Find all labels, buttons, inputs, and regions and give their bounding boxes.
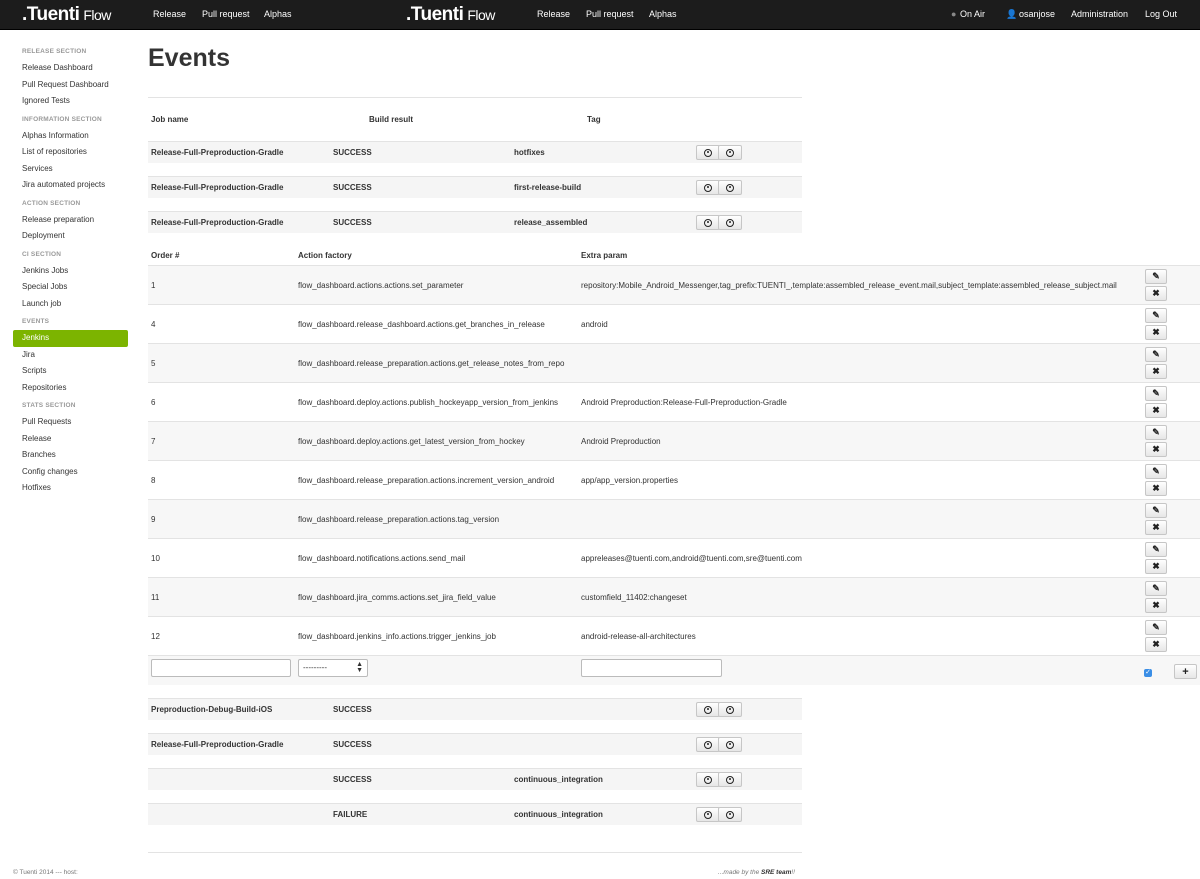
nav-pull-request[interactable]: Pull request <box>202 9 250 19</box>
delete-action-button[interactable] <box>1145 481 1167 496</box>
add-action-row <box>148 655 1200 685</box>
info-circle-icon <box>726 219 734 227</box>
delete-action-button[interactable] <box>1145 364 1167 379</box>
action-row <box>148 577 1200 616</box>
action-factory: flow_dashboard.deploy.actions.publish_hockeyapp_version_from_jenkins <box>298 398 559 407</box>
close-icon: ✖ <box>1152 522 1160 532</box>
job-name: Release-Full-Preproduction-Gradle <box>151 740 284 749</box>
action-extra-param: Android Preproduction <box>581 437 661 446</box>
action-row <box>148 499 1200 538</box>
sidebar-item-jira-automated-projects[interactable]: Jira automated projects <box>22 180 106 189</box>
sidebar-item-launch-job[interactable]: Launch job <box>22 298 62 308</box>
action-order: 10 <box>151 554 160 563</box>
edit-action-button[interactable] <box>1145 269 1167 284</box>
sidebar-item-branches[interactable]: Branches <box>22 450 56 459</box>
pencil-icon: ✎ <box>1152 544 1160 554</box>
info-circle-icon <box>704 184 712 192</box>
sre-team-link[interactable]: SRE team <box>761 869 792 876</box>
close-icon: ✖ <box>1152 483 1160 493</box>
sidebar-item-config-changes[interactable]: Config changes <box>22 466 78 476</box>
sidebar-item-jenkins-jobs[interactable]: Jenkins Jobs <box>22 265 69 275</box>
action-order: 5 <box>151 359 156 368</box>
action-extra-param: Android Preproduction:Release-Full-Preproduction-Gradle <box>581 398 787 407</box>
administration-link[interactable]: Administration <box>1071 9 1129 19</box>
action-factory: flow_dashboard.release_preparation.actions.increment_version_android <box>298 476 555 485</box>
sidebar-item-list-of-repositories[interactable]: List of repositories <box>22 147 87 156</box>
action-order: 8 <box>151 476 156 485</box>
delete-action-button[interactable] <box>1145 286 1167 301</box>
pencil-icon: ✎ <box>1152 427 1160 437</box>
edit-action-button[interactable] <box>1145 581 1167 596</box>
toggle-button[interactable] <box>718 145 742 160</box>
info-circle-icon <box>704 219 712 227</box>
info-button[interactable] <box>696 737 720 752</box>
info-button[interactable] <box>696 215 720 230</box>
info-circle-icon <box>704 811 712 819</box>
sidebar-item-jira[interactable]: Jira <box>22 349 35 359</box>
edit-action-button[interactable] <box>1145 620 1167 635</box>
sidebar-section-information: INFORMATION SECTION <box>22 115 102 123</box>
action-factory: flow_dashboard.release_preparation.actions.tag_version <box>298 515 500 524</box>
sidebar-item-special-jobs[interactable]: Special Jobs <box>22 282 68 291</box>
sidebar-item-pull-requests[interactable]: Pull Requests <box>22 417 72 426</box>
close-icon: ✖ <box>1152 639 1160 649</box>
job-name: Release-Full-Preproduction-Gradle <box>151 218 284 227</box>
pencil-icon: ✎ <box>1152 505 1160 515</box>
header-tag: Tag <box>587 115 601 124</box>
action-row <box>148 460 1200 499</box>
on-air-dot-icon: ● <box>951 9 957 19</box>
top-navbar <box>0 0 1200 30</box>
pencil-icon: ✎ <box>1152 271 1160 281</box>
edit-action-button[interactable] <box>1145 386 1167 401</box>
action-factory: flow_dashboard.jira_comms.actions.set_jira_field_value <box>298 593 496 602</box>
info-button[interactable] <box>696 772 720 787</box>
action-factory: flow_dashboard.deploy.actions.get_latest_version_from_hockey <box>298 437 525 446</box>
sidebar <box>13 44 128 497</box>
user-icon: 👤 <box>1006 9 1018 19</box>
toggle-button[interactable] <box>718 702 742 717</box>
title-divider <box>148 97 802 98</box>
pencil-icon: ✎ <box>1152 349 1160 359</box>
pencil-icon: ✎ <box>1152 583 1160 593</box>
action-extra-param: android <box>581 320 608 329</box>
toggle-button[interactable] <box>718 180 742 195</box>
pencil-icon: ✎ <box>1152 622 1160 632</box>
info-circle-icon <box>704 741 712 749</box>
edit-action-button[interactable] <box>1145 503 1167 518</box>
pencil-icon: ✎ <box>1152 310 1160 320</box>
close-icon: ✖ <box>1152 444 1160 454</box>
action-factory: flow_dashboard.notifications.actions.send_mail <box>298 554 466 563</box>
close-icon: ✖ <box>1152 288 1160 298</box>
action-extra-param: app/app_version.properties <box>581 476 678 485</box>
delete-action-button[interactable] <box>1145 442 1167 457</box>
table-row <box>148 733 802 755</box>
sidebar-section-stats: STATS SECTION <box>22 402 76 409</box>
edit-action-button[interactable] <box>1145 425 1167 440</box>
sidebar-item-jenkins[interactable]: Jenkins <box>13 330 128 347</box>
select-arrows-icon: ▲ ▼ <box>356 661 363 674</box>
info-button[interactable] <box>696 180 720 195</box>
action-extra-param: repository:Mobile_Android_Messenger,tag_prefix:TUENTI_,template:assembled_release_event.mail,subject_template:assembled_release_subject.mail <box>581 281 1117 290</box>
info-circle-icon <box>704 776 712 784</box>
sidebar-section-events: EVENTS <box>22 318 50 325</box>
brand-logo[interactable]: .Tuenti Flow <box>22 4 111 25</box>
sidebar-item-repositories[interactable]: Repositories <box>22 382 67 392</box>
user-menu[interactable]: osanjose <box>1019 9 1056 19</box>
tag: continuous_integration <box>514 810 603 819</box>
nav-alphas[interactable]: Alphas <box>264 9 292 19</box>
enabled-checkbox[interactable]: ✓ <box>1145 669 1151 676</box>
header-action-factory: Action factory <box>298 251 352 260</box>
build-result: SUCCESS <box>333 705 372 714</box>
build-result: SUCCESS <box>333 740 372 749</box>
action-order: 7 <box>151 437 156 446</box>
close-icon: ✖ <box>1152 561 1160 571</box>
job-name: Release-Full-Preproduction-Gradle <box>151 183 284 192</box>
action-order: 1 <box>151 281 156 290</box>
sidebar-item-release[interactable]: Release <box>22 433 52 443</box>
sidebar-item-hotfixes[interactable]: Hotfixes <box>22 483 51 492</box>
close-icon: ✖ <box>1152 405 1160 415</box>
action-factory: flow_dashboard.release_preparation.actions.get_release_notes_from_repo <box>298 359 565 368</box>
edit-action-button[interactable] <box>1145 308 1167 323</box>
info-circle-icon <box>726 149 734 157</box>
page-title: Events <box>148 44 230 72</box>
sidebar-item-alphas-information[interactable]: Alphas Information <box>22 130 89 140</box>
on-air-link[interactable]: On Air <box>960 9 986 19</box>
info-button[interactable] <box>696 145 720 160</box>
action-factory-select[interactable]: --------- ▲ ▼ <box>298 659 368 677</box>
pencil-icon: ✎ <box>1152 466 1160 476</box>
action-order: 9 <box>151 515 156 524</box>
edit-action-button[interactable] <box>1145 542 1167 557</box>
action-order: 6 <box>151 398 156 407</box>
tag: release_assembled <box>514 218 588 227</box>
tag: continuous_integration <box>514 775 603 784</box>
action-order: 12 <box>151 632 160 641</box>
edit-action-button[interactable] <box>1145 464 1167 479</box>
delete-action-button[interactable] <box>1145 559 1167 574</box>
action-row <box>148 265 1200 304</box>
action-row <box>148 421 1200 460</box>
delete-action-button[interactable] <box>1145 637 1167 652</box>
info-circle-icon <box>726 776 734 784</box>
job-name: Preproduction-Debug-Build-iOS <box>151 705 273 714</box>
add-action-button[interactable]: + <box>1174 664 1197 679</box>
sidebar-item-scripts[interactable]: Scripts <box>22 366 47 375</box>
footer-copyright: © Tuenti 2014 --- host: <box>13 869 78 876</box>
action-factory: flow_dashboard.release_dashboard.actions.get_branches_in_release <box>298 320 545 329</box>
table-row <box>148 768 802 790</box>
sidebar-item-services[interactable]: Services <box>22 163 53 173</box>
header-extra-param: Extra param <box>581 251 628 260</box>
action-extra-param: android-release-all-architectures <box>581 632 696 641</box>
info-button[interactable] <box>696 702 720 717</box>
footer-credits: ...made by the SRE team!! <box>718 869 795 876</box>
action-row <box>148 616 1200 655</box>
close-icon: ✖ <box>1152 600 1160 610</box>
build-result: SUCCESS <box>333 775 372 784</box>
table-row <box>148 211 802 233</box>
logout-link[interactable]: Log Out <box>1145 9 1178 19</box>
info-circle-icon <box>726 811 734 819</box>
sidebar-item-ignored-tests[interactable]: Ignored Tests <box>22 96 70 105</box>
info-circle-icon <box>704 706 712 714</box>
action-row <box>148 304 1200 343</box>
info-circle-icon <box>726 184 734 192</box>
nav-release-center[interactable]: Release <box>537 9 571 19</box>
sidebar-item-deployment[interactable]: Deployment <box>22 231 65 240</box>
action-extra-param: appreleases@tuenti.com,android@tuenti.com,sre@tuenti.com <box>581 554 802 563</box>
nav-pull-request-center[interactable]: Pull request <box>586 9 634 19</box>
action-row <box>148 538 1200 577</box>
job-name: Release-Full-Preproduction-Gradle <box>151 148 284 157</box>
nav-release[interactable]: Release <box>153 9 187 19</box>
build-result: SUCCESS <box>333 183 372 192</box>
delete-action-button[interactable] <box>1145 325 1167 340</box>
nav-alphas-center[interactable]: Alphas <box>649 9 677 19</box>
info-circle-icon <box>726 741 734 749</box>
close-icon: ✖ <box>1152 327 1160 337</box>
tag: hotfixes <box>514 148 545 157</box>
action-row <box>148 382 1200 421</box>
sidebar-section-action: ACTION SECTION <box>22 199 81 207</box>
toggle-button[interactable] <box>718 215 742 230</box>
build-result: SUCCESS <box>333 218 372 227</box>
extra-param-input[interactable] <box>581 659 722 677</box>
header-order: Order # <box>151 251 180 260</box>
table-row <box>148 803 802 825</box>
brand-logo-center[interactable]: .Tuenti Flow <box>406 4 495 25</box>
action-order: 4 <box>151 320 156 329</box>
pencil-icon: ✎ <box>1152 388 1160 398</box>
table-row <box>148 176 802 198</box>
action-order: 11 <box>151 593 160 602</box>
action-factory: flow_dashboard.jenkins_info.actions.trigger_jenkins_job <box>298 632 496 641</box>
header-build-result: Build result <box>369 115 414 124</box>
sidebar-item-pull-request-dashboard[interactable]: Pull Request Dashboard <box>22 79 109 89</box>
delete-action-button[interactable] <box>1145 403 1167 418</box>
sidebar-item-release-preparation[interactable]: Release preparation <box>22 214 95 224</box>
sidebar-item-release-dashboard[interactable]: Release Dashboard <box>22 63 93 72</box>
action-row <box>148 343 1200 382</box>
order-input[interactable] <box>151 659 291 677</box>
table-row <box>148 141 802 163</box>
header-job-name: Job name <box>151 115 189 124</box>
close-icon: ✖ <box>1152 366 1160 376</box>
delete-action-button[interactable] <box>1145 520 1167 535</box>
footer-divider <box>148 852 802 853</box>
edit-action-button[interactable] <box>1145 347 1167 362</box>
table-row <box>148 698 802 720</box>
toggle-button[interactable] <box>718 807 742 822</box>
delete-action-button[interactable] <box>1145 598 1167 613</box>
info-button[interactable] <box>696 807 720 822</box>
toggle-button[interactable] <box>718 772 742 787</box>
sidebar-section-ci: CI SECTION <box>22 250 62 258</box>
tag: first-release-build <box>514 183 582 192</box>
action-extra-param: customfield_11402:changeset <box>581 593 687 602</box>
build-result: SUCCESS <box>333 148 372 157</box>
toggle-button[interactable] <box>718 737 742 752</box>
info-circle-icon <box>726 706 734 714</box>
info-circle-icon <box>704 149 712 157</box>
sidebar-section-release: RELEASE SECTION <box>22 48 87 55</box>
build-result: FAILURE <box>333 810 368 819</box>
action-factory: flow_dashboard.actions.actions.set_parameter <box>298 281 464 290</box>
